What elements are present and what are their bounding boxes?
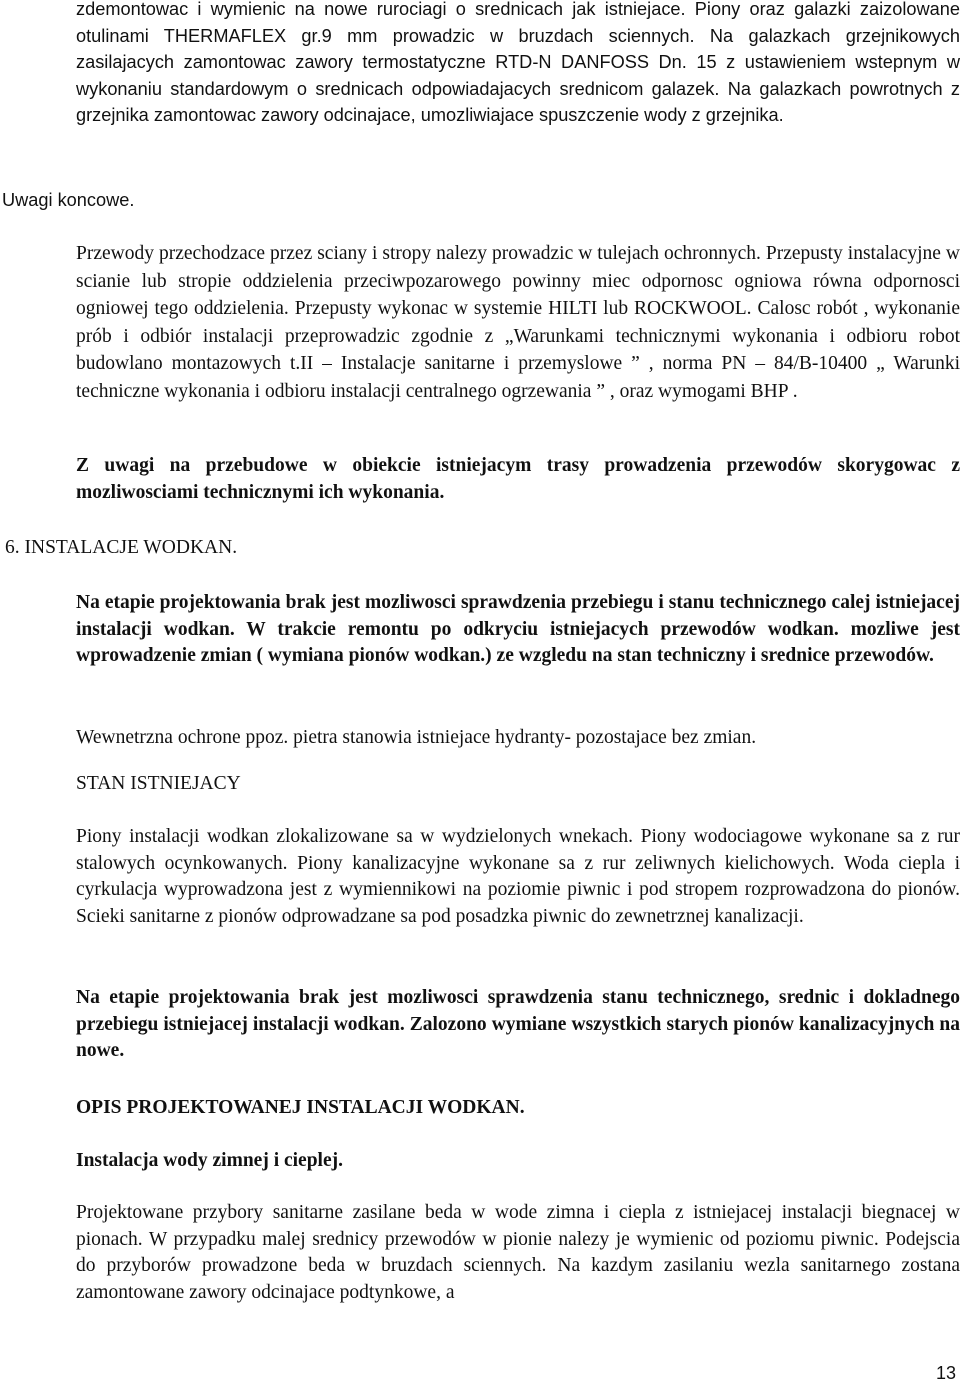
final-notes-paragraph: Przewody przechodzace przez sciany i stropy nalezy prowadzic w tulejach ochronnych. Przepusty instalacyjne w scianie lub stropie oddzielenia przeciwpozarowego powinny miec odpornosc ogniowa równa odpornosci ogniowej tego oddzielenia. Przepusty wykonac w systemie HILTI lub ROCKWOOL. Calosc robót , wykonanie prób i odbiór instalacji przeprowadzic zgodnie z „Warunkami technicznymi wykonania i odbioru robot budowlano montazowych t.II – Instalacje sanitarne i przemyslowe ” , norma PN – 84/B-10400 „ Warunki techniczne wykonania i odbioru instalacji centralnego ogrzewania ” , oraz wymogami BHP . xyxy=(76,243,960,402)
water-subheading: Instalacja wody zimnej i cieplej. xyxy=(76,1150,344,1171)
existing-state-paragraph: Piony instalacji wodkan zlokalizowane sa w wydzielonych wnekach. Piony wodociagowe wykonane sa z rur stalowych ocynkowanych. Piony kanalizacyjne wykonane sa z rur zeliwnych kielichowych. Woda ciepla i cyrkulacja wyprowadzona jest z wymiennikowi na poziomie piwnic i pod stropem rozprowadzona do pionów. Scieki sanitarne z pionów odprowadzane sa pod posadzka piwnic do zewnetrznej kanalizacji. xyxy=(76,826,960,927)
intro-paragraph: zdemontowac i wymienic na nowe rurociagi o srednicach jak istniejace. Piony oraz galazki zaizolowane otulinami THERMAFLEX gr.9 mm prowadzic w bruzdach sciennych. Na galazkach grzejnikowych zasilajacych zamontowac zawory termostatyczne RTD-N DANFOSS Dn. 15 z ustawieniem wstepnym w wykonaniu standardowym o srednicach odpowiadajacych srednicom galazek. Na galazkach powrotnych z grzejnika zamontowac zawory odcinajace, umozliwiajace spuszczenie wody z grzejnika. xyxy=(76,0,960,125)
final-notes-heading: Uwagi koncowe. xyxy=(2,190,135,210)
final-notes-first-line-block xyxy=(76,240,960,405)
water-paragraph: Projektowane przybory sanitarne zasilane beda w wode zimna i ciepla z istniejacej instalacji biegnacej w pionach. W przypadku malej srednicy przewodów w pionie nalezy je wymienic od poziomu piwnic. Podejscia do przyborów prowadzone beda w bruzdach sciennych. Na kazdym zasilaniu wezla sanitarnego zostana zamontowane zawory odcinajace podtynkowe, a xyxy=(76,1202,960,1303)
design-stage-paragraph-2: Na etapie projektowania brak jest mozliwosci sprawdzenia stanu technicznego, srednic i dokladnego przebiegu istniejacej instalacji wodkan. Zalozono wymiane wszystkich starych pionów kanalizacyjnych na nowe. xyxy=(76,987,960,1061)
page-number: 13 xyxy=(935,1363,956,1383)
routing-note: Z uwagi na przebudowe w obiekcie istniejacym trasy prowadzenia przewodów skorygowac z mozliwosciami technicznymi ich wykonania. xyxy=(76,455,960,503)
design-description-heading: OPIS PROJEKTOWANEJ INSTALACJI WODKAN. xyxy=(76,1097,525,1118)
fire-protection-note: Wewnetrzna ochrone ppoz. pietra stanowia istniejace hydranty- pozostajace bez zmian. xyxy=(76,727,757,748)
existing-state-heading: STAN ISTNIEJACY xyxy=(76,773,241,794)
section-heading: 6. INSTALACJE WODKAN. xyxy=(5,537,238,558)
design-stage-paragraph-1: Na etapie projektowania brak jest mozliwosci sprawdzenia przebiegu i stanu technicznego calej istniejacej instalacji wodkan. W trakcie remontu po odkryciu istniejacych przewodów wodkan. mozliwe jest wprowadzenie zmian ( wymiana pionów wodkan.) ze wzgledu na stan techniczny i srednice przewodów. xyxy=(76,592,960,666)
